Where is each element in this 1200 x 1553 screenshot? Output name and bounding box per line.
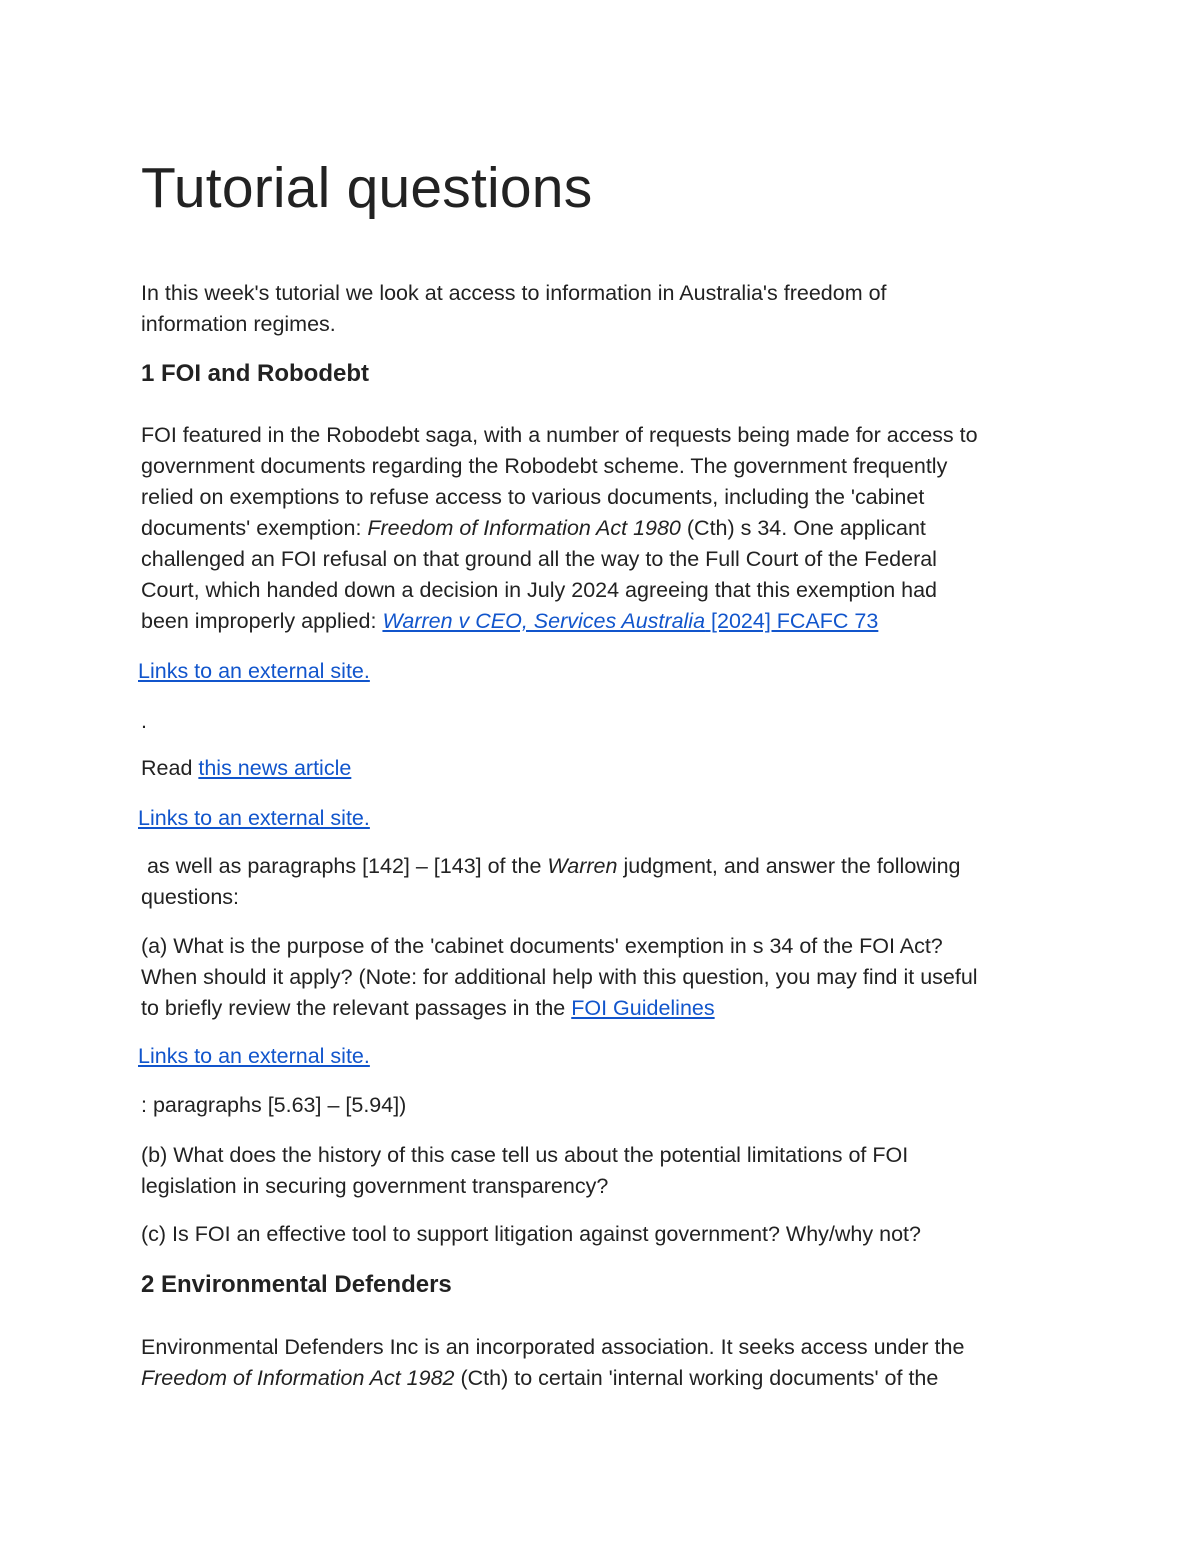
act-citation: Freedom of Information Act 1980 bbox=[367, 516, 681, 540]
paragraph-line: government documents regarding the Robodebt scheme. The government frequently bbox=[141, 454, 948, 478]
text-run: Read bbox=[141, 756, 199, 780]
external-site-link[interactable]: Links to an external site. bbox=[138, 1044, 370, 1068]
dot-paragraph: . bbox=[141, 709, 147, 733]
act-citation: Freedom of Information Act 1982 bbox=[141, 1366, 455, 1390]
paragraph-line: When should it apply? (Note: for additional help with this question, you may find it useful bbox=[141, 965, 978, 989]
text-run: documents' exemption: bbox=[141, 516, 368, 540]
paragraph-line: FOI featured in the Robodebt saga, with a number of requests being made for access to bbox=[141, 423, 978, 447]
case-name: Warren v CEO, Services Australia bbox=[382, 609, 706, 633]
paragraph-line: challenged an FOI refusal on that ground all the way to the Full Court of the Federal bbox=[141, 547, 937, 571]
external-site-link[interactable]: Links to an external site. bbox=[138, 806, 370, 830]
text-run: as well as paragraphs [142] – [143] of the bbox=[141, 854, 548, 878]
paragraph-line: (a) What is the purpose of the 'cabinet documents' exemption in s 34 of the FOI Act? bbox=[141, 934, 943, 958]
paragraph-line: (b) What does the history of this case tell us about the potential limitations of FOI bbox=[141, 1143, 909, 1167]
text-run: been improperly applied: bbox=[141, 609, 383, 633]
paragraph-line: questions: bbox=[141, 885, 240, 909]
question-a bbox=[141, 931, 1076, 1024]
question-b bbox=[141, 1140, 1076, 1202]
text-run: judgment, and answer the following bbox=[617, 854, 961, 878]
paragraph-line bbox=[141, 1363, 1076, 1394]
text-run: to briefly review the relevant passages in the bbox=[141, 996, 572, 1020]
foi-guidelines-link[interactable]: FOI Guidelines bbox=[571, 996, 715, 1020]
read-paragraph bbox=[141, 753, 1076, 784]
environmental-defenders-paragraph bbox=[141, 1332, 1076, 1394]
paragraph-line bbox=[141, 513, 1076, 544]
robodebt-paragraph bbox=[141, 420, 1076, 637]
case-short-name: Warren bbox=[547, 854, 618, 878]
paragraph-line: Court, which handed down a decision in July 2024 agreeing that this exemption had bbox=[141, 578, 938, 602]
paragraph-line bbox=[141, 993, 1076, 1024]
as-well-paragraph bbox=[141, 851, 1076, 913]
paragraph-line: legislation in securing government transparency? bbox=[141, 1174, 609, 1198]
text-run: (Cth) to certain 'internal working documents' of the bbox=[454, 1366, 939, 1390]
paragraph-line bbox=[141, 851, 1076, 882]
question-c: (c) Is FOI an effective tool to support litigation against government? Why/why not? bbox=[141, 1222, 921, 1246]
news-article-link[interactable]: this news article bbox=[198, 756, 352, 780]
paragraph-line: Environmental Defenders Inc is an incorporated association. It seeks access under the bbox=[141, 1335, 965, 1359]
page-title: Tutorial questions bbox=[141, 156, 593, 220]
intro-line: information regimes. bbox=[141, 312, 336, 336]
paragraph-line: relied on exemptions to refuse access to various documents, including the 'cabinet bbox=[141, 485, 925, 509]
case-citation: [2024] FCAFC 73 bbox=[705, 609, 879, 633]
intro-paragraph bbox=[141, 278, 1076, 340]
external-site-link[interactable]: Links to an external site. bbox=[138, 659, 370, 683]
section-heading-foi-robodebt: 1 FOI and Robodebt bbox=[141, 360, 369, 387]
external-link-notice bbox=[138, 1041, 370, 1072]
external-link-notice bbox=[138, 656, 370, 687]
text-run: (Cth) s 34. One applicant bbox=[680, 516, 926, 540]
intro-line: In this week's tutorial we look at access to information in Australia's freedom of bbox=[141, 281, 887, 305]
paragraphs-reference: : paragraphs [5.63] – [5.94]) bbox=[141, 1093, 407, 1117]
section-heading-environmental-defenders: 2 Environmental Defenders bbox=[141, 1271, 452, 1298]
external-link-notice bbox=[138, 803, 370, 834]
paragraph-line bbox=[141, 606, 1076, 637]
warren-case-link[interactable] bbox=[382, 609, 878, 633]
